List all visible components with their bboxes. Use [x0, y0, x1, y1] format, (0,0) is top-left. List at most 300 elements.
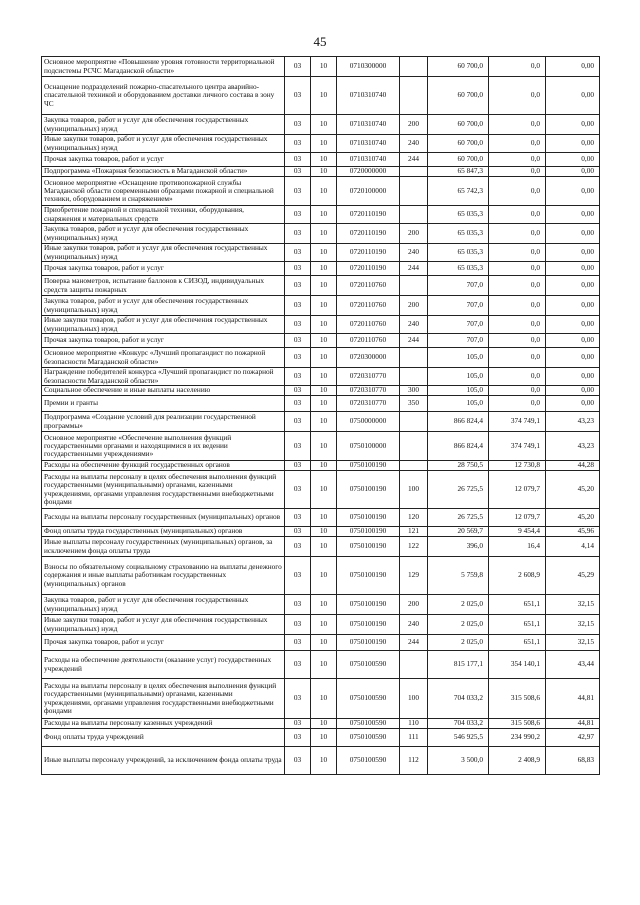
execution-percent: 0,00: [546, 396, 600, 412]
row-name: Расходы на обеспечение деятельности (оказание услуг) государственных учреждений: [42, 651, 285, 679]
target-article-code: 0720110190: [337, 262, 400, 276]
target-article-code: 0710310740: [337, 115, 400, 135]
executed-amount: 2 608,9: [489, 557, 546, 595]
planned-amount: 65 035,3: [428, 244, 489, 262]
expense-type-code: [400, 206, 428, 224]
subsection-code: 10: [311, 153, 337, 167]
executed-amount: 12 079,7: [489, 509, 546, 527]
row-name: Основное мероприятие «Оснащение противопожарной службы Магаданской области современными образцами пожарной и специальной техники, оборудованием и снаряжением»: [42, 177, 285, 206]
row-name: Основное мероприятие «Обеспечение выполнения функций государственными органами и находящимися в их ведении государственными учреждениями»: [42, 432, 285, 461]
planned-amount: 65 742,3: [428, 177, 489, 206]
expense-type-code: 244: [400, 153, 428, 167]
row-name: Подпрограмма «Создание условий для реализации государственной программы»: [42, 412, 285, 432]
section-code: 03: [285, 348, 311, 368]
target-article-code: 0750100590: [337, 729, 400, 747]
section-code: 03: [285, 368, 311, 386]
row-name: Иные закупки товаров, работ и услуг для обеспечения государственных (муниципальных) нужд: [42, 316, 285, 334]
planned-amount: 105,0: [428, 368, 489, 386]
table-row: [42, 135, 600, 153]
section-code: 03: [285, 224, 311, 244]
planned-amount: 396,0: [428, 537, 489, 557]
table-row: [42, 206, 600, 224]
planned-amount: 105,0: [428, 386, 489, 396]
planned-amount: 704 033,2: [428, 679, 489, 719]
section-code: 03: [285, 206, 311, 224]
page-number: 45: [313, 34, 327, 49]
execution-percent: 45,29: [546, 557, 600, 595]
execution-percent: 0,00: [546, 77, 600, 115]
executed-amount: 9 454,4: [489, 527, 546, 537]
target-article-code: 0720110760: [337, 316, 400, 334]
subsection-code: 10: [311, 471, 337, 509]
executed-amount: 0,0: [489, 153, 546, 167]
row-name: Иные выплаты персоналу учреждений, за исключением фонда оплаты труда: [42, 747, 285, 775]
target-article-code: 0720310770: [337, 386, 400, 396]
section-code: 03: [285, 615, 311, 635]
executed-amount: 234 990,2: [489, 729, 546, 747]
row-name: Приобретение пожарной и специальной техники, оборудования, снаряжения и материальных средств: [42, 206, 285, 224]
expense-type-code: 200: [400, 595, 428, 615]
target-article-code: 0720110760: [337, 276, 400, 296]
planned-amount: 105,0: [428, 396, 489, 412]
section-code: 03: [285, 527, 311, 537]
row-name: Расходы на выплаты персоналу государственных (муниципальных) органов: [42, 509, 285, 527]
subsection-code: 10: [311, 244, 337, 262]
row-name: Основное мероприятие «Повышение уровня готовности территориальной подсистемы РСЧС Магаданской области»: [42, 57, 285, 77]
expense-type-code: [400, 651, 428, 679]
subsection-code: 10: [311, 348, 337, 368]
executed-amount: 0,0: [489, 368, 546, 386]
table-row: [42, 651, 600, 679]
row-name: Взносы по обязательному социальному страхованию на выплаты денежного содержания и иные выплаты работникам государственных (муниципальных) органов: [42, 557, 285, 595]
execution-percent: 43,23: [546, 412, 600, 432]
row-name: Иные выплаты персоналу государственных (муниципальных) органов, за исключением фонда оплаты труда: [42, 537, 285, 557]
planned-amount: 65 035,3: [428, 224, 489, 244]
executed-amount: 354 140,1: [489, 651, 546, 679]
budget-table: [41, 56, 600, 775]
subsection-code: 10: [311, 635, 337, 651]
execution-percent: 0,00: [546, 115, 600, 135]
expense-type-code: 200: [400, 296, 428, 316]
subsection-code: 10: [311, 719, 337, 729]
target-article-code: 0750100190: [337, 461, 400, 471]
executed-amount: 315 508,6: [489, 679, 546, 719]
execution-percent: 32,15: [546, 615, 600, 635]
subsection-code: 10: [311, 537, 337, 557]
row-name: Премии и гранты: [42, 396, 285, 412]
expense-type-code: [400, 77, 428, 115]
expense-type-code: [400, 57, 428, 77]
subsection-code: 10: [311, 57, 337, 77]
expense-type-code: 240: [400, 135, 428, 153]
target-article-code: 0720110190: [337, 224, 400, 244]
row-name: Иные закупки товаров, работ и услуг для обеспечения государственных (муниципальных) нужд: [42, 615, 285, 635]
executed-amount: 0,0: [489, 57, 546, 77]
execution-percent: 32,15: [546, 635, 600, 651]
execution-percent: 0,00: [546, 368, 600, 386]
expense-type-code: 129: [400, 557, 428, 595]
row-name: Прочая закупка товаров, работ и услуг: [42, 635, 285, 651]
execution-percent: 45,20: [546, 509, 600, 527]
planned-amount: 815 177,1: [428, 651, 489, 679]
expense-type-code: 240: [400, 244, 428, 262]
target-article-code: 0710310740: [337, 77, 400, 115]
planned-amount: 3 500,0: [428, 747, 489, 775]
execution-percent: 0,00: [546, 224, 600, 244]
table-row: [42, 224, 600, 244]
subsection-code: 10: [311, 135, 337, 153]
subsection-code: 10: [311, 679, 337, 719]
subsection-code: 10: [311, 296, 337, 316]
subsection-code: 10: [311, 224, 337, 244]
subsection-code: 10: [311, 386, 337, 396]
planned-amount: 65 035,3: [428, 206, 489, 224]
expense-type-code: 100: [400, 679, 428, 719]
expense-type-code: 200: [400, 224, 428, 244]
execution-percent: 68,83: [546, 747, 600, 775]
expense-type-code: [400, 167, 428, 177]
section-code: 03: [285, 115, 311, 135]
target-article-code: 0750100190: [337, 537, 400, 557]
row-name: Расходы на выплаты персоналу в целях обеспечения выполнения функций государственными (муниципальными) органами, казенными учреждениями, органами управления государственными внебюджетными фондами: [42, 471, 285, 509]
executed-amount: 0,0: [489, 167, 546, 177]
section-code: 03: [285, 334, 311, 348]
section-code: 03: [285, 679, 311, 719]
table-row: [42, 296, 600, 316]
section-code: 03: [285, 177, 311, 206]
expense-type-code: [400, 368, 428, 386]
table-row: [42, 276, 600, 296]
planned-amount: 704 033,2: [428, 719, 489, 729]
executed-amount: 0,0: [489, 396, 546, 412]
subsection-code: 10: [311, 509, 337, 527]
row-name: Основное мероприятие «Конкурс «Лучший пропагандист по пожарной безопасности Магаданской области»: [42, 348, 285, 368]
table-row: [42, 348, 600, 368]
table-row: [42, 461, 600, 471]
target-article-code: 0710300000: [337, 57, 400, 77]
executed-amount: 12 730,8: [489, 461, 546, 471]
executed-amount: 0,0: [489, 244, 546, 262]
section-code: 03: [285, 635, 311, 651]
expense-type-code: 240: [400, 615, 428, 635]
subsection-code: 10: [311, 557, 337, 595]
expense-type-code: [400, 461, 428, 471]
section-code: 03: [285, 77, 311, 115]
target-article-code: 0750100190: [337, 635, 400, 651]
executed-amount: 0,0: [489, 386, 546, 396]
execution-percent: 0,00: [546, 296, 600, 316]
expense-type-code: 110: [400, 719, 428, 729]
executed-amount: 0,0: [489, 316, 546, 334]
section-code: 03: [285, 244, 311, 262]
executed-amount: 0,0: [489, 276, 546, 296]
executed-amount: 0,0: [489, 262, 546, 276]
executed-amount: 374 749,1: [489, 432, 546, 461]
subsection-code: 10: [311, 651, 337, 679]
row-name: Закупка товаров, работ и услуг для обеспечения государственных (муниципальных) нужд: [42, 296, 285, 316]
executed-amount: 0,0: [489, 115, 546, 135]
subsection-code: 10: [311, 461, 337, 471]
section-code: 03: [285, 557, 311, 595]
expense-type-code: [400, 276, 428, 296]
target-article-code: 0710310740: [337, 153, 400, 167]
target-article-code: 0750100190: [337, 471, 400, 509]
row-name: Прочая закупка товаров, работ и услуг: [42, 262, 285, 276]
target-article-code: 0750100190: [337, 557, 400, 595]
subsection-code: 10: [311, 432, 337, 461]
section-code: 03: [285, 316, 311, 334]
planned-amount: 60 700,0: [428, 115, 489, 135]
row-name: Социальное обеспечение и иные выплаты населению: [42, 386, 285, 396]
section-code: 03: [285, 471, 311, 509]
table-row: [42, 595, 600, 615]
executed-amount: 0,0: [489, 177, 546, 206]
planned-amount: 28 750,5: [428, 461, 489, 471]
execution-percent: 32,15: [546, 595, 600, 615]
executed-amount: 374 749,1: [489, 412, 546, 432]
execution-percent: 0,00: [546, 135, 600, 153]
table-row: [42, 115, 600, 135]
table-row: [42, 527, 600, 537]
planned-amount: 707,0: [428, 276, 489, 296]
target-article-code: 0750100190: [337, 615, 400, 635]
row-name: Фонд оплаты труда учреждений: [42, 729, 285, 747]
row-name: Прочая закупка товаров, работ и услуг: [42, 334, 285, 348]
table-row: [42, 471, 600, 509]
execution-percent: 0,00: [546, 206, 600, 224]
executed-amount: 0,0: [489, 206, 546, 224]
subsection-code: 10: [311, 527, 337, 537]
execution-percent: 43,23: [546, 432, 600, 461]
expense-type-code: [400, 412, 428, 432]
section-code: 03: [285, 595, 311, 615]
row-name: Фонд оплаты труда государственных (муниципальных) органов: [42, 527, 285, 537]
target-article-code: 0750100000: [337, 432, 400, 461]
executed-amount: 12 079,7: [489, 471, 546, 509]
table-row: [42, 262, 600, 276]
planned-amount: 60 700,0: [428, 153, 489, 167]
table-row: [42, 57, 600, 77]
subsection-code: 10: [311, 276, 337, 296]
row-name: Расходы на обеспечение функций государственных органов: [42, 461, 285, 471]
table-row: [42, 177, 600, 206]
planned-amount: 26 725,5: [428, 509, 489, 527]
target-article-code: 0720000000: [337, 167, 400, 177]
executed-amount: 315 508,6: [489, 719, 546, 729]
planned-amount: 707,0: [428, 316, 489, 334]
expense-type-code: 120: [400, 509, 428, 527]
target-article-code: 0720110190: [337, 244, 400, 262]
row-name: Прочая закупка товаров, работ и услуг: [42, 153, 285, 167]
table-row: [42, 747, 600, 775]
subsection-code: 10: [311, 396, 337, 412]
table-row: [42, 719, 600, 729]
subsection-code: 10: [311, 368, 337, 386]
section-code: 03: [285, 396, 311, 412]
subsection-code: 10: [311, 595, 337, 615]
execution-percent: 0,00: [546, 334, 600, 348]
row-name: Расходы на выплаты персоналу в целях обеспечения выполнения функций государственными (муниципальными) органами, казенными учреждениями, органами управления государственными внебюджетными фондами: [42, 679, 285, 719]
expense-type-code: 240: [400, 316, 428, 334]
target-article-code: 0720300000: [337, 348, 400, 368]
section-code: 03: [285, 719, 311, 729]
section-code: 03: [285, 537, 311, 557]
table-row: [42, 557, 600, 595]
planned-amount: 60 700,0: [428, 77, 489, 115]
planned-amount: 707,0: [428, 334, 489, 348]
table-row: [42, 615, 600, 635]
section-code: 03: [285, 276, 311, 296]
table-row: [42, 244, 600, 262]
section-code: 03: [285, 651, 311, 679]
executed-amount: 0,0: [489, 334, 546, 348]
execution-percent: 0,00: [546, 386, 600, 396]
subsection-code: 10: [311, 747, 337, 775]
table-row: [42, 412, 600, 432]
executed-amount: 651,1: [489, 595, 546, 615]
planned-amount: 5 759,8: [428, 557, 489, 595]
execution-percent: 0,00: [546, 276, 600, 296]
section-code: 03: [285, 729, 311, 747]
subsection-code: 10: [311, 167, 337, 177]
target-article-code: 0750100190: [337, 595, 400, 615]
subsection-code: 10: [311, 412, 337, 432]
expense-type-code: 100: [400, 471, 428, 509]
planned-amount: 65 035,3: [428, 262, 489, 276]
execution-percent: 42,97: [546, 729, 600, 747]
section-code: 03: [285, 296, 311, 316]
execution-percent: 0,00: [546, 316, 600, 334]
table-row: [42, 153, 600, 167]
executed-amount: 0,0: [489, 77, 546, 115]
row-name: Закупка товаров, работ и услуг для обеспечения государственных (муниципальных) нужд: [42, 224, 285, 244]
planned-amount: 866 824,4: [428, 412, 489, 432]
target-article-code: 0750100590: [337, 679, 400, 719]
expense-type-code: [400, 348, 428, 368]
expense-type-code: [400, 432, 428, 461]
table-body: [42, 57, 600, 775]
target-article-code: 0710310740: [337, 135, 400, 153]
subsection-code: 10: [311, 262, 337, 276]
execution-percent: 44,81: [546, 679, 600, 719]
target-article-code: 0750100190: [337, 509, 400, 527]
table-row: [42, 679, 600, 719]
planned-amount: 2 025,0: [428, 635, 489, 651]
target-article-code: 0720100000: [337, 177, 400, 206]
executed-amount: 0,0: [489, 135, 546, 153]
execution-percent: 44,28: [546, 461, 600, 471]
planned-amount: 20 569,7: [428, 527, 489, 537]
row-name: Оснащение подразделений пожарно-спасательного центра аварийно-спасательной техникой и оборудованием доставки личного состава в зону ЧС: [42, 77, 285, 115]
table-row: [42, 635, 600, 651]
row-name: Подпрограмма «Пожарная безопасность в Магаданской области»: [42, 167, 285, 177]
subsection-code: 10: [311, 316, 337, 334]
planned-amount: 26 725,5: [428, 471, 489, 509]
planned-amount: 866 824,4: [428, 432, 489, 461]
subsection-code: 10: [311, 115, 337, 135]
row-name: Закупка товаров, работ и услуг для обеспечения государственных (муниципальных) нужд: [42, 115, 285, 135]
target-article-code: 0720110760: [337, 296, 400, 316]
section-code: 03: [285, 412, 311, 432]
subsection-code: 10: [311, 77, 337, 115]
expense-type-code: 300: [400, 386, 428, 396]
target-article-code: 0750000000: [337, 412, 400, 432]
expense-type-code: [400, 177, 428, 206]
target-article-code: 0720310770: [337, 396, 400, 412]
row-name: Иные закупки товаров, работ и услуг для обеспечения государственных (муниципальных) нужд: [42, 135, 285, 153]
planned-amount: 2 025,0: [428, 595, 489, 615]
table-row: [42, 509, 600, 527]
execution-percent: 0,00: [546, 167, 600, 177]
section-code: 03: [285, 57, 311, 77]
row-name: Награждение победителей конкурса «Лучший пропагандист по пожарной безопасности Магаданской области»: [42, 368, 285, 386]
target-article-code: 0720310770: [337, 368, 400, 386]
table-row: [42, 396, 600, 412]
expense-type-code: 111: [400, 729, 428, 747]
target-article-code: 0750100590: [337, 719, 400, 729]
planned-amount: 60 700,0: [428, 135, 489, 153]
table-row: [42, 334, 600, 348]
row-name: Иные закупки товаров, работ и услуг для обеспечения государственных (муниципальных) нужд: [42, 244, 285, 262]
expense-type-code: 244: [400, 334, 428, 348]
planned-amount: 707,0: [428, 296, 489, 316]
executed-amount: 16,4: [489, 537, 546, 557]
expense-type-code: 121: [400, 527, 428, 537]
planned-amount: 105,0: [428, 348, 489, 368]
expense-type-code: 244: [400, 262, 428, 276]
subsection-code: 10: [311, 615, 337, 635]
execution-percent: 45,20: [546, 471, 600, 509]
subsection-code: 10: [311, 206, 337, 224]
table-row: [42, 167, 600, 177]
planned-amount: 2 025,0: [428, 615, 489, 635]
target-article-code: 0720110190: [337, 206, 400, 224]
target-article-code: 0750100190: [337, 527, 400, 537]
executed-amount: 651,1: [489, 635, 546, 651]
execution-percent: 0,00: [546, 57, 600, 77]
execution-percent: 0,00: [546, 244, 600, 262]
planned-amount: 60 700,0: [428, 57, 489, 77]
row-name: Поверка манометров, испытание баллонов к СИЗОД, индивидуальных средств защиты пожарных: [42, 276, 285, 296]
expense-type-code: 200: [400, 115, 428, 135]
section-code: 03: [285, 167, 311, 177]
table-row: [42, 368, 600, 386]
target-article-code: 0750100590: [337, 747, 400, 775]
section-code: 03: [285, 262, 311, 276]
section-code: 03: [285, 153, 311, 167]
expense-type-code: 350: [400, 396, 428, 412]
table-row: [42, 729, 600, 747]
subsection-code: 10: [311, 729, 337, 747]
executed-amount: 0,0: [489, 348, 546, 368]
execution-percent: 0,00: [546, 153, 600, 167]
row-name: Расходы на выплаты персоналу казенных учреждений: [42, 719, 285, 729]
executed-amount: 651,1: [489, 615, 546, 635]
expense-type-code: 122: [400, 537, 428, 557]
table-row: [42, 386, 600, 396]
expense-type-code: 112: [400, 747, 428, 775]
table-row: [42, 316, 600, 334]
execution-percent: 0,00: [546, 348, 600, 368]
table-row: [42, 432, 600, 461]
section-code: 03: [285, 135, 311, 153]
table-row: [42, 537, 600, 557]
row-name: Закупка товаров, работ и услуг для обеспечения государственных (муниципальных) нужд: [42, 595, 285, 615]
subsection-code: 10: [311, 177, 337, 206]
subsection-code: 10: [311, 334, 337, 348]
planned-amount: 65 847,3: [428, 167, 489, 177]
execution-percent: 0,00: [546, 262, 600, 276]
